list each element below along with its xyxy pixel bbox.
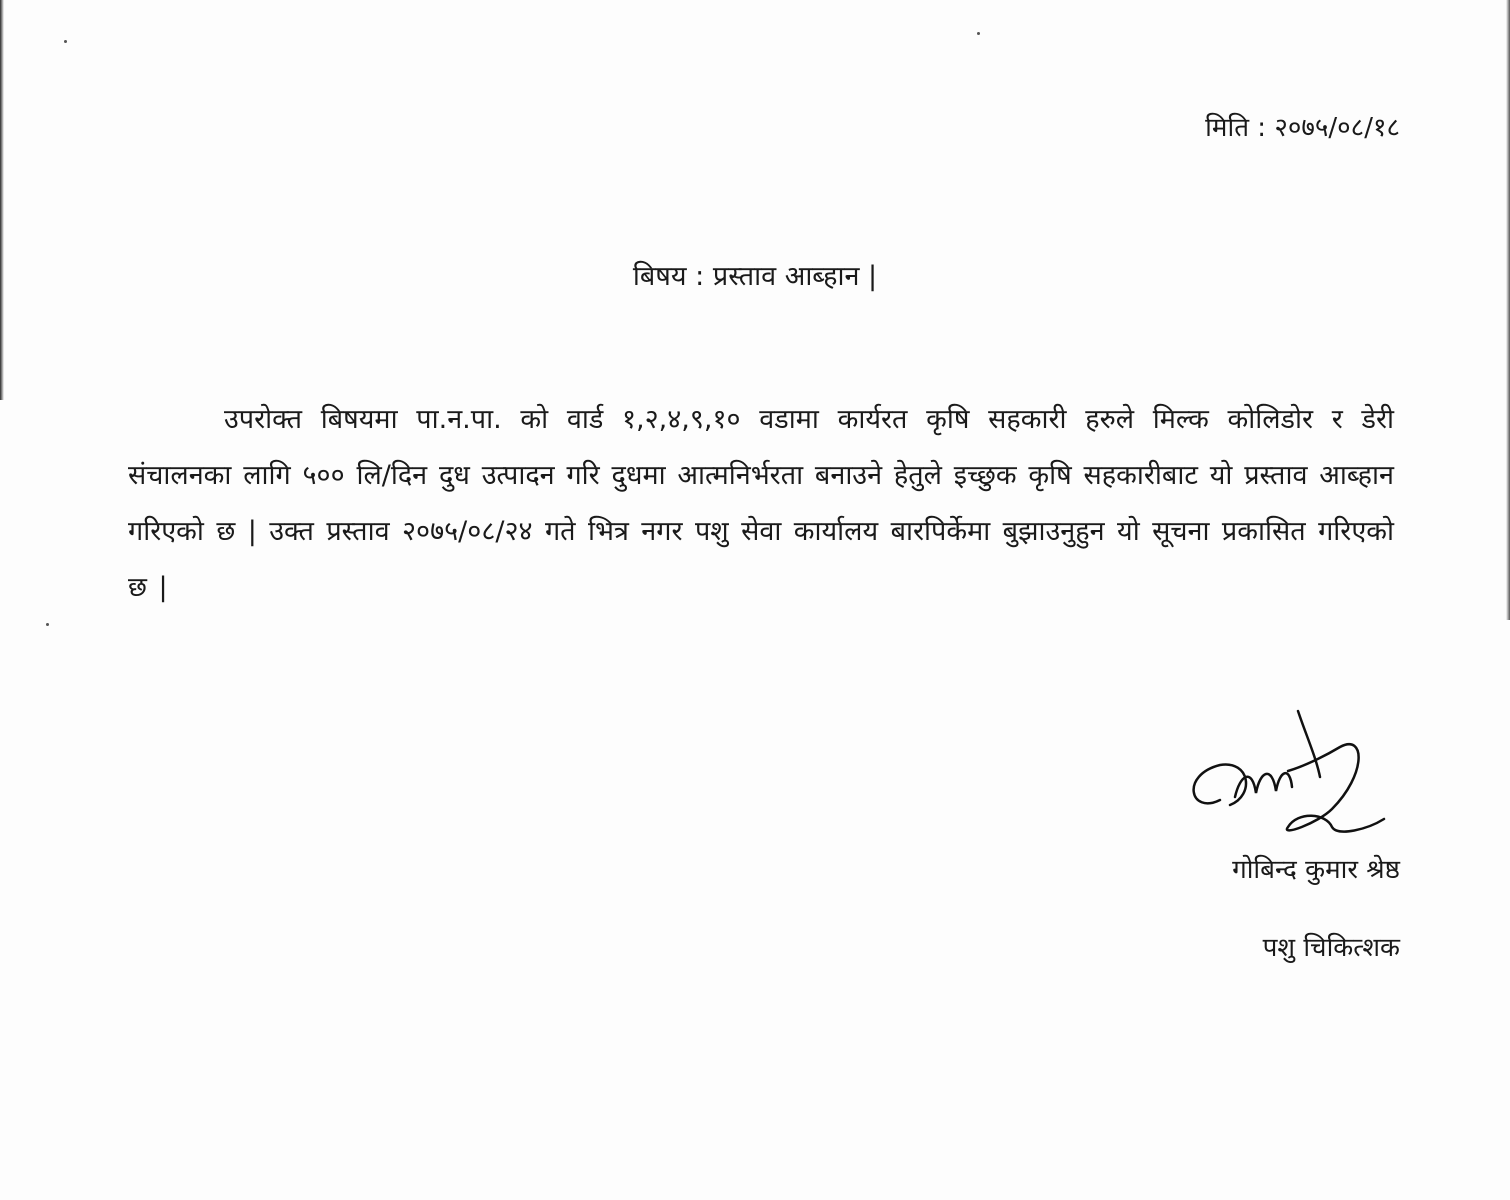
signer-title: पशु चिकित्शक (1262, 933, 1400, 963)
signer-name: गोबिन्द कुमार श्रेष्ठ (1232, 855, 1400, 885)
letter-body: उपरोक्त बिषयमा पा.न.पा. को वार्ड १,२,४,९,१० वडामा कार्यरत कृषि सहकारी हरुले मिल्क कोलिडोर र डेरी संचालनका लागि ५०० लि/दिन दुध उत्पादन गरि दुधमा आत्मनिर्भरता बनाउने हेतुले इच्छुक कृषि सहकारीबाट यो प्रस्ताव आब्हान गरिएको छ | उक्त प्रस्ताव २०७५/०८/२४ गते भित्र नगर पशु सेवा कार्यालय बारपिर्केमा बुझाउनुहुन यो सूचना प्रकासित गरिएको छ | (128, 404, 1394, 603)
scan-edge-left (0, 0, 4, 400)
letter-date (1205, 108, 1400, 144)
date-value: २०७५/०८/१८ (1274, 113, 1400, 143)
date-label: मिति (1205, 113, 1250, 143)
scan-edge-right (1506, 0, 1510, 620)
subject-separator: : (695, 261, 705, 292)
subject-value: प्रस्ताव आब्हान | (712, 261, 878, 292)
date-separator: : (1257, 113, 1267, 143)
signature-icon (1180, 705, 1395, 845)
scan-speck (64, 40, 67, 43)
scan-speck (46, 623, 49, 626)
scan-speck (977, 32, 980, 35)
subject-label: बिषय (632, 261, 687, 292)
letter-subject (0, 256, 1510, 293)
